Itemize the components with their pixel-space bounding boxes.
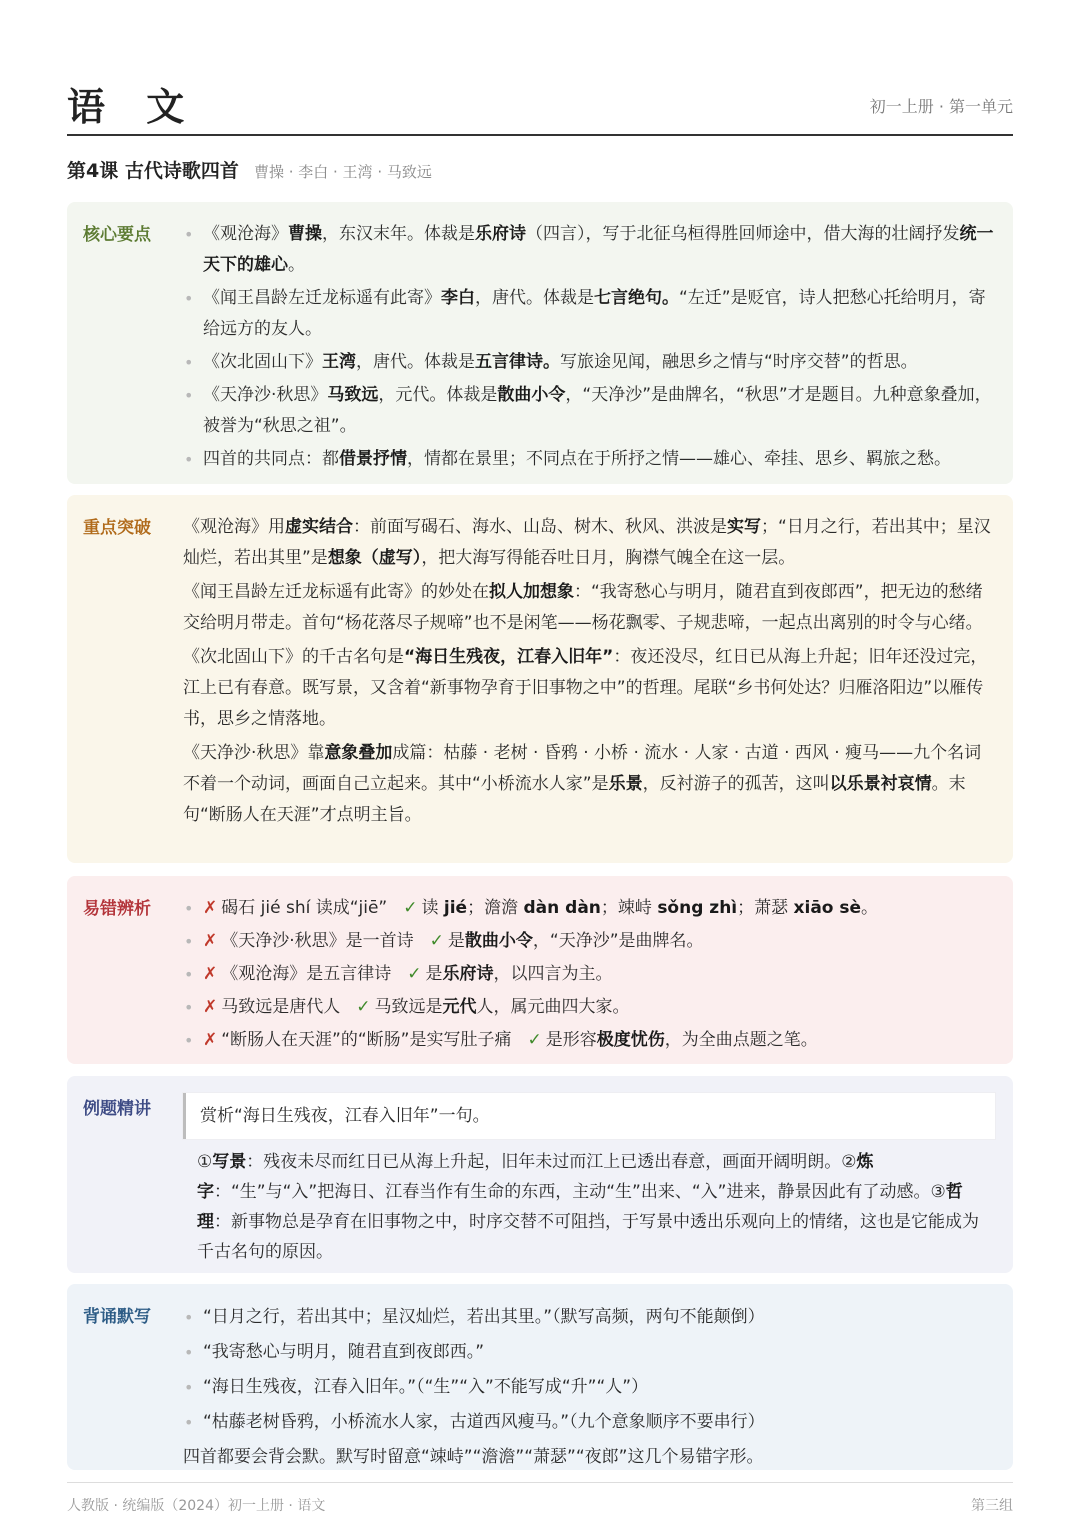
emphasis: 元代 — [442, 997, 477, 1017]
text: 人，属元曲四大家。 — [476, 997, 630, 1017]
emphasis: 哲理 — [197, 1182, 963, 1232]
text: 。 — [861, 898, 879, 918]
text: ① — [197, 1152, 213, 1172]
section-label: 核心要点 — [83, 225, 151, 245]
text: 是 — [425, 964, 443, 984]
text: ；萧瑟 — [737, 898, 794, 918]
text: ：夜还没尽，红日已从海上升起；旧年还没过完，江上已有春意。既写景，又含着“新事物孕育于旧事物之中”的哲理。尾联“乡书何处达？归雁洛阳边”以雁传书，思乡之情落地。 — [183, 647, 988, 729]
text: 。末句“断肠人在天涯”才点明主旨。 — [183, 774, 966, 825]
text: （四言），写于北征乌桓得胜回师途中，借大海的壮阔抒发 — [526, 224, 960, 244]
text: 写旅途见闻，融思乡之情与“时序交替”的哲思。 — [560, 352, 918, 372]
emphasis: 实写 — [727, 517, 761, 537]
text: ，“天净沙”是曲牌名，“秋思”才是题目。九种意象叠加，被誉为“秋思之祖”。 — [203, 385, 992, 436]
cross-icon: ✗ — [203, 931, 218, 951]
section-body — [183, 1093, 995, 1267]
text: ：“我寄愁心与明月，随君直到夜郎西”，把无边的愁绪交给明月带走。首句“杨花落尽子规啼”也不是闲笔——杨花飘零、子规悲啼，一起点出离别的时令与心绪。 — [183, 582, 983, 633]
emphasis: 写景 — [212, 1152, 247, 1172]
text: 《观沧海》用 — [183, 517, 285, 537]
text: ，为全曲点题之笔。 — [664, 1030, 818, 1050]
footer-left: 人教版 · 统编版（2024）初一上册 · 语文 — [67, 1498, 326, 1514]
emphasis: 以乐景衬哀情 — [829, 774, 932, 794]
text: ，唐代。体裁是 — [356, 352, 475, 372]
text: 马致远是 — [374, 997, 443, 1017]
text: ；竦峙 — [600, 898, 658, 918]
list-item: • “日月之行，若出其中；星汉灿烂，若出其里。”（默写高频，两句不能颠倒） — [183, 1301, 995, 1334]
text: ：“生”与“入”把海日、江春当作有生命的东西，主动“生”出来、“入”进来，静景因此有了动感。③ — [214, 1182, 946, 1202]
mistakes-list — [183, 893, 995, 1056]
text: 《闻王昌龄左迁龙标遥有此寄》 — [203, 288, 441, 308]
list-item — [183, 219, 995, 281]
section-body — [183, 893, 995, 1058]
section-label: 例题精讲 — [83, 1099, 151, 1119]
text: ：前面写碣石、海水、山岛、树木、秋风、洪波是 — [353, 517, 727, 537]
list-item — [183, 283, 995, 345]
grade-label: 初一上册 · 第一单元 — [869, 97, 1013, 116]
list-item — [183, 893, 995, 924]
section-label: 背诵默写 — [83, 1307, 151, 1327]
section-mistakes — [67, 876, 1013, 1064]
list-item — [183, 992, 995, 1023]
text: 《次北固山下》的千古名句是 — [183, 647, 404, 667]
list-item — [183, 380, 995, 442]
text: ：残夜未尽而红日已从海上升起，旧年未过而江上已透出春意，画面开阔明朗。② — [246, 1152, 857, 1172]
section-recite — [67, 1284, 1013, 1470]
key-points-list — [183, 219, 995, 475]
emphasis: 乐府诗 — [442, 964, 494, 984]
emphasis: dàn dàn — [523, 898, 601, 918]
list-item — [183, 1025, 995, 1056]
list-item — [183, 959, 995, 990]
section-label: 易错辨析 — [83, 899, 151, 919]
text: ，唐代。体裁是 — [475, 288, 594, 308]
section-body — [183, 1301, 995, 1474]
text: 《次北固山下》 — [203, 352, 322, 372]
emphasis: 意象叠加 — [324, 743, 393, 763]
text: 四首的共同点：都 — [203, 449, 339, 469]
cross-icon: ✗ — [203, 1030, 218, 1050]
paragraph — [183, 512, 995, 574]
text: ，“天净沙”是曲牌名。 — [532, 931, 704, 951]
lesson-authors: 曹操 · 李白 · 王湾 · 马致远 — [253, 163, 432, 181]
check-icon: ✓ — [527, 1030, 542, 1050]
list-item — [183, 347, 995, 378]
list-item — [183, 444, 995, 475]
list-item: • “枯藤老树昏鸦，小桥流水人家，古道西风瘦马。”（九个意象顺序不要串行） — [183, 1406, 995, 1439]
paragraph — [183, 642, 995, 735]
recite-note: 四首都要会背会默。默写时留意“竦峙”“澹澹”“萧瑟”“夜郎”这几个易错字形。 — [183, 1447, 764, 1467]
example-question: 赏析“海日生残夜，江春入旧年”一句。 — [183, 1093, 995, 1139]
section-key-points — [67, 202, 1013, 484]
author-name: 王湾 — [322, 352, 356, 372]
paragraph — [183, 738, 995, 831]
text: 《观沧海》 — [203, 224, 288, 244]
section-label: 重点突破 — [83, 518, 151, 538]
wrong-statement: 马致远是唐代人 — [221, 997, 341, 1017]
emphasis: 乐景 — [608, 774, 643, 794]
text: 是 — [447, 931, 465, 951]
list-item: • “海日生残夜，江春入旧年。”（“生”“入”不能写成“升”“人”） — [183, 1371, 995, 1404]
text: 成篇：枯藤 · 老树 · 昏鸦 · 小桥 · 流水 · 人家 · 古道 · 西风 · 瘦马——九个名词不着一个动词，画面自己立起来。其中“小桥流水人家”是 — [183, 743, 982, 794]
author-name: 马致远 — [327, 385, 379, 405]
emphasis: 极度忧伤 — [596, 1030, 665, 1050]
recite-list — [183, 1301, 995, 1439]
wrong-statement: “断肠人在天涯”的“断肠”是实写肚子痛 — [221, 1030, 512, 1050]
cross-icon: ✗ — [203, 964, 218, 984]
page-footer — [67, 1482, 1013, 1515]
emphasis: 借景抒情 — [339, 449, 407, 469]
author-name: 曹操 — [288, 224, 322, 244]
check-icon: ✓ — [403, 898, 418, 918]
check-icon: ✓ — [407, 964, 422, 984]
wrong-statement: 《天净沙·秋思》是一首诗 — [221, 931, 414, 951]
check-icon: ✓ — [356, 997, 371, 1017]
check-icon: ✓ — [429, 931, 444, 951]
wrong-statement: 《观沧海》是五言律诗 — [221, 964, 392, 984]
emphasis: 炼字 — [197, 1152, 874, 1202]
text: ，元代。体裁是 — [378, 385, 498, 405]
lesson-title: 第4课 古代诗歌四首 — [67, 160, 239, 182]
subject-title: 语 文 — [67, 85, 199, 129]
text: 《天净沙·秋思》 — [203, 385, 328, 405]
text: ，情都在景里；不同点在于所抒之情——雄心、牵挂、思乡、羁旅之愁。 — [407, 449, 951, 469]
genre: 七言绝句。 — [594, 288, 679, 308]
emphasis: jié — [443, 898, 468, 918]
cross-icon: ✗ — [203, 997, 218, 1017]
genre: 散曲小令 — [497, 385, 566, 405]
paragraph — [183, 577, 995, 639]
emphasis: 想象（虚写） — [327, 548, 422, 568]
example-answer — [183, 1147, 995, 1267]
text: ；“日月之行，若出其中；星汉灿烂，若出其里”是 — [183, 517, 991, 568]
lesson-heading — [67, 156, 432, 180]
wrong-statement: 碣石 jié shí 读成“jiē” — [221, 898, 388, 918]
page-header — [67, 72, 1013, 136]
text: ，反衬游子的孤苦，这叫 — [642, 774, 830, 794]
text: 。 — [288, 255, 305, 275]
footer-right: 第三组 — [971, 1498, 1013, 1514]
text: “左迁”是贬官，诗人把愁心托给明月，寄给远方的友人。 — [203, 288, 986, 339]
list-item — [183, 926, 995, 957]
text: 《天净沙·秋思》靠 — [183, 743, 325, 763]
genre: 五言律诗。 — [475, 352, 560, 372]
emphasis: 虚实结合 — [285, 517, 353, 537]
section-body — [183, 219, 995, 477]
emphasis: 统一天下的雄心 — [203, 224, 994, 275]
list-item: • “我寄愁心与明月，随君直到夜郎西。” — [183, 1336, 995, 1369]
text: ：新事物总是孕育在旧事物之中，时序交替不可阻挡，于写景中透出乐观向上的情绪，这也是它能成为千古名句的原因。 — [197, 1212, 979, 1262]
text: 《闻王昌龄左迁龙标遥有此寄》的妙处在 — [183, 582, 489, 602]
emphasis: “海日生残夜，江春入旧年” — [404, 647, 614, 667]
emphasis: sǒng zhì — [657, 898, 738, 918]
text: ，把大海写得能吞吐日月，胸襟气魄全在这一层。 — [421, 548, 796, 568]
section-breakthrough — [67, 495, 1013, 863]
emphasis: 散曲小令 — [464, 931, 533, 951]
section-example — [67, 1076, 1013, 1273]
text: 是形容 — [545, 1030, 597, 1050]
text: ，东汉末年。体裁是 — [322, 224, 475, 244]
genre: 乐府诗 — [475, 224, 526, 244]
cross-icon: ✗ — [203, 898, 218, 918]
section-body — [183, 512, 995, 834]
emphasis: 拟人加想象 — [489, 582, 574, 602]
emphasis: xiāo sè — [793, 898, 862, 918]
text: 读 — [421, 898, 444, 918]
author-name: 李白 — [441, 288, 475, 308]
text: ，以四言为主。 — [493, 964, 613, 984]
text: ；澹澹 — [467, 898, 524, 918]
